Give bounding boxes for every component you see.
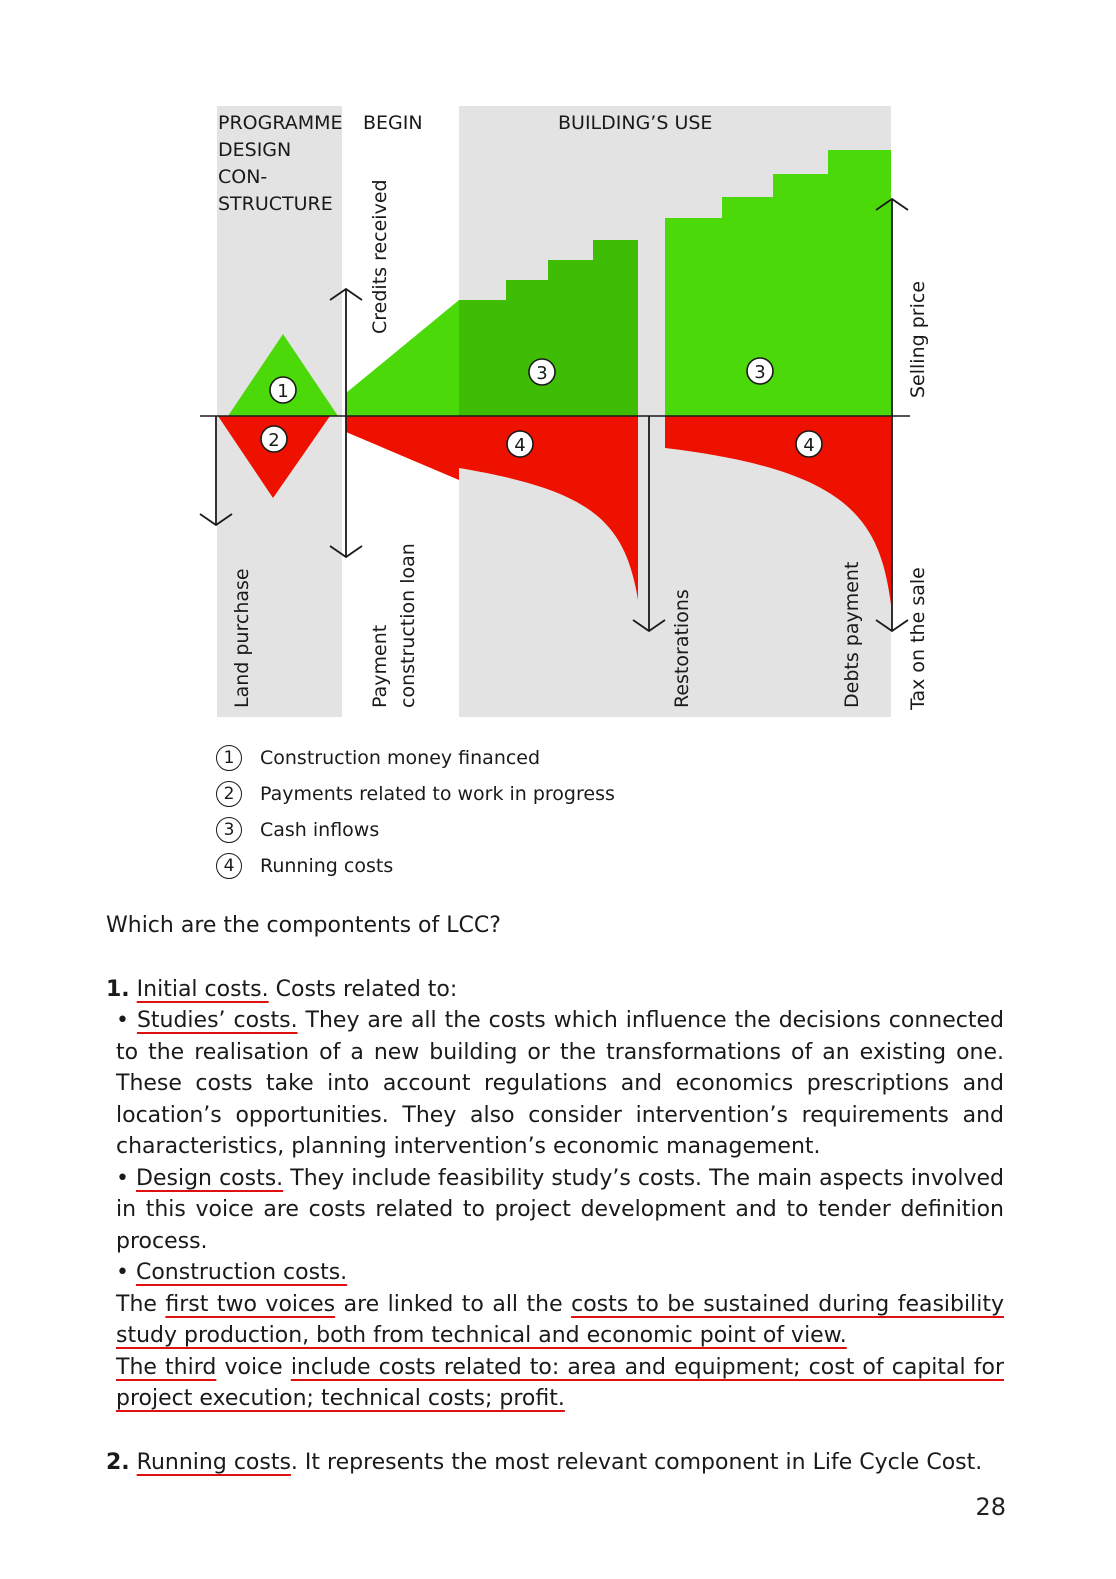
marker-4-left xyxy=(507,431,533,457)
lcc-cash-flow-diagram xyxy=(0,0,1116,740)
section-1-intro: Costs related to: xyxy=(268,976,458,1002)
paragraph-first-two-voices xyxy=(116,1289,1004,1352)
svg-text:3: 3 xyxy=(536,363,548,384)
text-span-underlined: include costs related to: area and equipment; cost of capital for project execution; technical costs; profit. xyxy=(116,1354,1004,1411)
label-credits-received: Credits received xyxy=(369,179,391,334)
svg-text:4: 4 xyxy=(803,435,815,456)
label-selling-price: Selling price xyxy=(907,280,929,398)
legend-label: Cash inflows xyxy=(260,819,380,841)
bullet-design-text: They include feasibility study’s costs. The main aspects involved in this voice are costs related to project development and to tender definition process. xyxy=(116,1165,1004,1254)
bullet-studies-title: Studies’ costs. xyxy=(136,1008,298,1033)
legend-number: 3 xyxy=(216,817,242,843)
label-buildings-use: BUILDING’S USE xyxy=(558,112,713,134)
label-programme: PROGRAMME xyxy=(218,112,343,134)
text-span: are linked to all the xyxy=(335,1291,572,1317)
svg-text:4: 4 xyxy=(514,435,526,456)
green-credits-wedge xyxy=(346,300,459,416)
legend-item xyxy=(216,848,816,884)
label-tax-on-sale: Tax on the sale xyxy=(907,567,929,710)
red-loan-payment-wedge xyxy=(346,416,459,480)
legend-item xyxy=(216,776,816,812)
diagram-legend xyxy=(216,740,816,884)
legend-label: Construction money financed xyxy=(260,747,541,769)
bullet-dot: • xyxy=(116,1008,137,1033)
svg-text:2: 2 xyxy=(268,430,280,451)
section-2-number: 2. xyxy=(106,1449,130,1475)
legend-number: 2 xyxy=(216,781,242,807)
legend-number: 4 xyxy=(216,853,242,879)
legend-label: Payments related to work in progress xyxy=(260,783,615,805)
marker-3-left xyxy=(529,359,555,385)
text-span-underlined: first two voices xyxy=(165,1291,336,1317)
legend-number: 1 xyxy=(216,745,242,771)
section-1-title: Initial costs. xyxy=(136,976,269,1002)
label-debts-payment: Debts payment xyxy=(841,561,863,708)
legend-item xyxy=(216,812,816,848)
section-1-heading xyxy=(106,974,1004,1006)
bullet-studies-costs xyxy=(116,1005,1004,1163)
marker-3-right xyxy=(747,358,773,384)
text-span-underlined: The third xyxy=(116,1354,217,1380)
question-heading: Which are the compontents of LCC? xyxy=(106,913,501,938)
bullet-design-costs xyxy=(116,1163,1004,1258)
legend-label: Running costs xyxy=(260,855,394,877)
page-number: 28 xyxy=(975,1493,1006,1521)
paragraph-third-voice xyxy=(116,1352,1004,1415)
label-con: CON- xyxy=(218,166,268,188)
section-2-heading xyxy=(106,1447,1004,1479)
label-land-purchase: Land purchase xyxy=(231,568,253,708)
label-design: DESIGN xyxy=(218,139,292,161)
section-2-title: Running costs xyxy=(136,1449,291,1475)
legend-item xyxy=(216,740,816,776)
section-2-text: . It represents the most relevant component in Life Cycle Cost. xyxy=(290,1449,983,1475)
bullet-dot: • xyxy=(116,1165,137,1191)
bullet-construction-costs xyxy=(116,1257,1004,1289)
svg-text:3: 3 xyxy=(754,362,766,383)
marker-2 xyxy=(261,426,287,452)
marker-4-right xyxy=(796,431,822,457)
marker-1 xyxy=(270,377,296,403)
text-span-underlined: costs to be sustained during feasibility study production, both from technical and economic point of view. xyxy=(116,1291,1004,1348)
section-1-number: 1. xyxy=(106,976,130,1002)
bullet-construction-title: Construction costs. xyxy=(135,1260,348,1285)
label-payment: Payment xyxy=(369,624,391,708)
svg-text:1: 1 xyxy=(277,381,289,402)
document-body xyxy=(106,910,1004,1478)
label-construction-loan: construction loan xyxy=(397,543,419,708)
text-span: voice xyxy=(216,1354,291,1380)
bullet-design-title: Design costs. xyxy=(136,1165,284,1191)
label-struction: STRUCTURE xyxy=(218,193,333,215)
bullet-studies-text: They are all the costs which influence the decisions connected to the realisation of a new building or the transformations of an existing one. These costs take into account regulations and economics prescriptions and location’s opportunities. They also consider intervention’s requirements and characteristics, planning intervention’s economic management. xyxy=(116,1008,1004,1159)
bullet-dot: • xyxy=(116,1260,136,1285)
text-span: The xyxy=(116,1291,166,1317)
label-restorations: Restorations xyxy=(671,589,693,708)
label-begin: BEGIN xyxy=(363,112,423,134)
